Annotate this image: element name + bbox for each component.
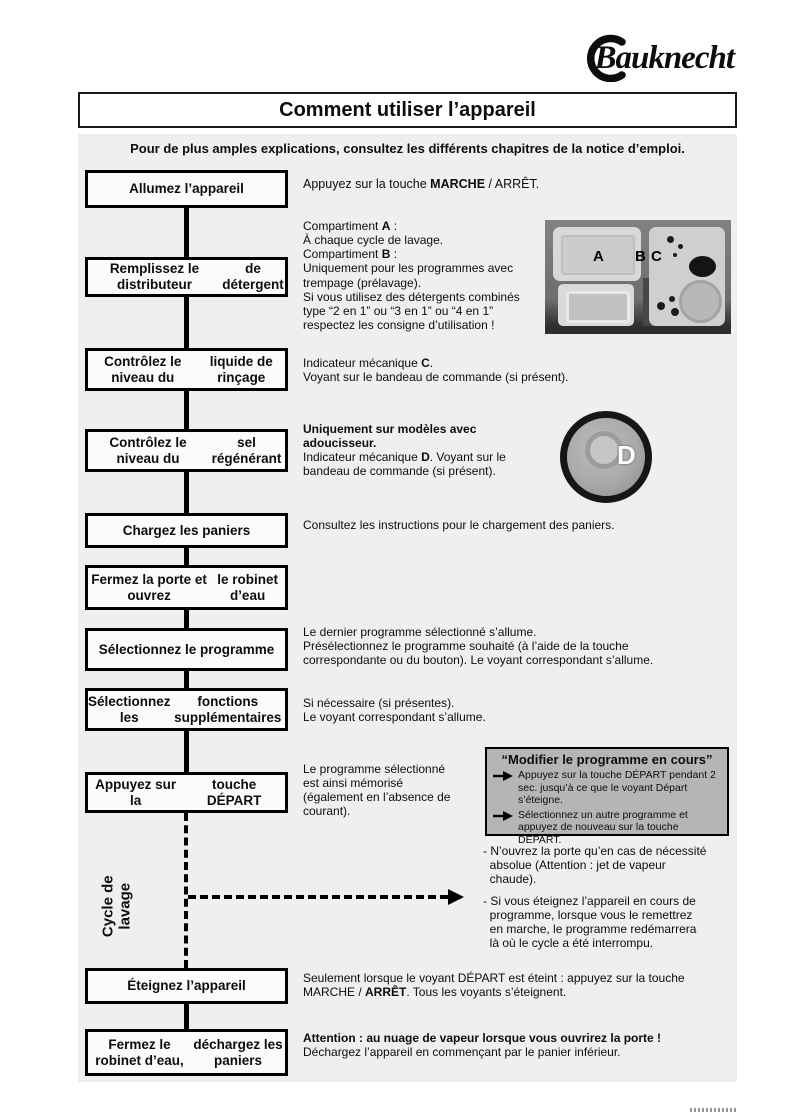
note-detergent: Compartiment A : À chaque cycle de lavage. Compartiment B : Uniquement pour les programmes avec trempage (prélavage). Si vous utilisez des détergents combinés type “2 en 1” ou “3 en 1” ou “4 en 1” respectez les consigne d’utilisation ! — [303, 219, 520, 333]
note-cycle-porte: - N’ouvrez la porte qu’en cas de nécessité absolue (Attention : jet de vapeur chaude). — [483, 844, 707, 887]
flow-connector — [184, 297, 189, 348]
flow-connector — [184, 472, 189, 513]
note-programme: Le dernier programme sélectionné s’allume. Présélectionnez le programme souhaité (à l’aide de la touche correspondante ou du bouton). Le voyant correspondant s’allume. — [303, 625, 654, 668]
step-box-selection-programme: Sélectionnez le programme — [85, 628, 288, 671]
step-box-fermez-robinet: Fermez le robinet d’eau, déchargez les paniers — [85, 1029, 288, 1076]
salt-cap-photo — [560, 411, 652, 503]
note-cycle-interruption: - Si vous éteignez l’appareil en cours de programme, lorsque vous le remettrez en marche, le programme redémarrera là où le cycle a été interrompu. — [483, 894, 697, 951]
step-box-touche-depart: Appuyez sur la touche DÉPART — [85, 772, 288, 813]
note-allumez: Appuyez sur la touche MARCHE / ARRÊT. — [303, 177, 540, 191]
flow-connector — [184, 671, 189, 688]
arrow-right-icon — [493, 811, 513, 821]
rinse-aid-cap — [679, 280, 722, 323]
flow-connector — [184, 208, 189, 257]
dispenser-label-c: C — [651, 248, 662, 265]
note-fonctions: Si nécessaire (si présentes). Le voyant correspondant s’allume. — [303, 696, 486, 725]
note-rincage: Indicateur mécanique C. Voyant sur le bandeau de commande (si présent). — [303, 356, 569, 385]
flow-connector — [184, 731, 189, 772]
note-depart: Le programme sélectionné est ainsi mémorisé (également en l’absence de courant). — [303, 762, 451, 819]
cycle-dashed-line-vertical — [184, 813, 188, 968]
footer-code-fragment — [690, 1108, 738, 1112]
page-subtitle: Pour de plus amples explications, consultez les différents chapitres de la notice d’emploi. — [130, 141, 685, 156]
detergent-dispenser-photo — [545, 220, 731, 334]
dispenser-open-tray — [558, 284, 634, 326]
modify-program-box — [485, 747, 729, 846]
cycle-de-lavage-label: Cycle de lavage — [99, 875, 134, 937]
salt-cap-label-d: D — [617, 440, 636, 470]
flow-connector — [184, 1004, 189, 1029]
step-box-fonctions-supplementaires: Sélectionnez les fonctions supplémentaires — [85, 688, 288, 731]
note-sel: Uniquement sur modèles avec adoucisseur. Indicateur mécanique D. Voyant sur le bandeau de commande (si présent). — [303, 422, 506, 479]
brand-name: Bauknecht — [594, 39, 734, 76]
step-box-liquide-rincage: Contrôlez le niveau du liquide de rinçage — [85, 348, 288, 391]
flow-connector — [184, 610, 189, 628]
modify-program-item: Sélectionnez un autre programme et appuyez de nouveau sur la touche DÉPART. — [493, 809, 723, 847]
flow-connector — [184, 391, 189, 429]
step-box-eteignez: Éteignez l’appareil — [85, 968, 288, 1004]
bauknecht-logo — [583, 34, 734, 82]
cycle-arrowhead-icon — [448, 889, 464, 905]
step-box-allumez: Allumez l’appareil — [85, 170, 288, 208]
note-paniers: Consultez les instructions pour le chargement des paniers. — [303, 518, 615, 532]
step-box-sel-regenerant: Contrôlez le niveau du sel régénérant — [85, 429, 288, 472]
note-eteignez: Seulement lorsque le voyant DÉPART est éteint : appuyez sur la touche MARCHE / ARRÊT. Tous les voyants s’éteignent. — [303, 971, 685, 1000]
flow-connector — [184, 548, 189, 565]
cycle-dashed-line-horizontal — [188, 895, 448, 899]
arrow-right-icon — [493, 771, 513, 781]
step-box-fermez-porte: Fermez la porte et ouvrez le robinet d’eau — [85, 565, 288, 610]
modify-program-title: “Modifier le programme en cours” — [501, 752, 713, 767]
page-title: Comment utiliser l’appareil — [78, 92, 737, 128]
step-box-remplissez-detergent: Remplissez le distributeur de détergent — [85, 257, 288, 297]
dispenser-label-b: B — [635, 248, 646, 265]
step-box-chargez-paniers: Chargez les paniers — [85, 513, 288, 548]
dispenser-label-a: A — [593, 248, 604, 265]
modify-program-item: Appuyez sur la touche DÉPART pendant 2 sec. jusqu’à ce que le voyant Départ s’éteigne. — [493, 769, 723, 807]
note-robinet: Attention : au nuage de vapeur lorsque vous ouvrirez la porte ! Déchargez l’appareil en commençant par le panier inférieur. — [303, 1031, 662, 1060]
